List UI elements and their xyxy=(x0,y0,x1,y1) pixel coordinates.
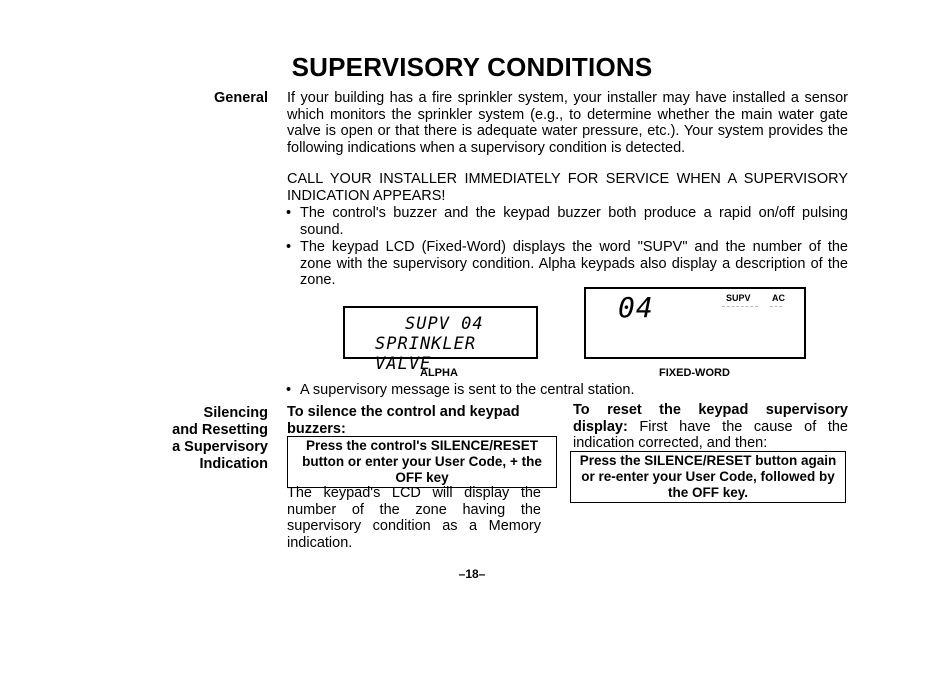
general-paragraph: If your building has a fire sprinkler system, your installer may have installed a sensor which monitors the sprinkler system (e.g., to determine whether the main water gate valve is open or that there is adequate water pressure, etc.). Your system provides the following indications when a supervisory condition is detected. xyxy=(287,90,848,156)
reset-heading: To reset the keypad supervisory display: xyxy=(573,402,848,435)
silence-note: The keypad's LCD will display the number of the zone having the supervisory condition as a Memory indication. xyxy=(287,485,541,551)
reset-paragraph xyxy=(573,402,848,452)
bullet-marker: • xyxy=(286,382,292,398)
alpha-display-line2: SPRINKLER VALVE xyxy=(375,334,477,374)
page-number: –18– xyxy=(458,567,486,581)
bullet-lcd xyxy=(286,239,848,289)
bullet-text: The keypad LCD (Fixed-Word) displays the word "SUPV" and the number of the zone with the supervisory condition. Alpha keypads also display a description of the zone. xyxy=(300,239,848,288)
alpha-display-line1: SUPV 04 xyxy=(405,314,484,334)
page-title: SUPERVISORY CONDITIONS xyxy=(291,52,653,82)
bullet-marker: • xyxy=(286,205,292,221)
reset-instruction-box: Press the SILENCE/RESET button again or re-enter your User Code, followed by the OFF key. xyxy=(570,451,846,503)
silencing-label-line: and Resetting xyxy=(172,422,268,438)
fixed-display-ac-word: AC xyxy=(772,293,785,303)
fixed-word-keypad-display xyxy=(584,287,806,359)
general-warning: CALL YOUR INSTALLER IMMEDIATELY FOR SERVICE WHEN A SUPERVISORY INDICATION APPEARS! xyxy=(287,171,848,204)
fixed-word-caption: FIXED-WORD xyxy=(659,367,730,379)
silencing-label-line: Indication xyxy=(199,456,268,472)
silencing-label-line: a Supervisory xyxy=(172,439,268,455)
bullet-central-station xyxy=(286,382,848,399)
fixed-display-faint-segment xyxy=(722,306,758,308)
fixed-display-faint-segment xyxy=(770,306,782,308)
general-label: General xyxy=(214,90,268,106)
silencing-label xyxy=(88,405,268,473)
silence-instruction-box: Press the control's SILENCE/RESET button or enter your User Code, + the OFF key xyxy=(287,436,557,488)
silencing-label-line: Silencing xyxy=(203,405,268,421)
fixed-display-supv-word: SUPV xyxy=(726,293,751,303)
fixed-display-zone-number: 04 xyxy=(618,291,654,324)
reset-text: First have the cause of the indication corrected, and then: xyxy=(573,418,848,451)
alpha-caption: ALPHA xyxy=(420,367,458,379)
silence-heading: To silence the control and keypad buzzers: xyxy=(287,404,520,437)
bullet-text: The control's buzzer and the keypad buzzer both produce a rapid on/off pulsing sound. xyxy=(300,205,848,238)
bullet-marker: • xyxy=(286,239,292,255)
bullet-text: A supervisory message is sent to the central station. xyxy=(300,382,635,398)
bullet-buzzer xyxy=(286,205,848,238)
